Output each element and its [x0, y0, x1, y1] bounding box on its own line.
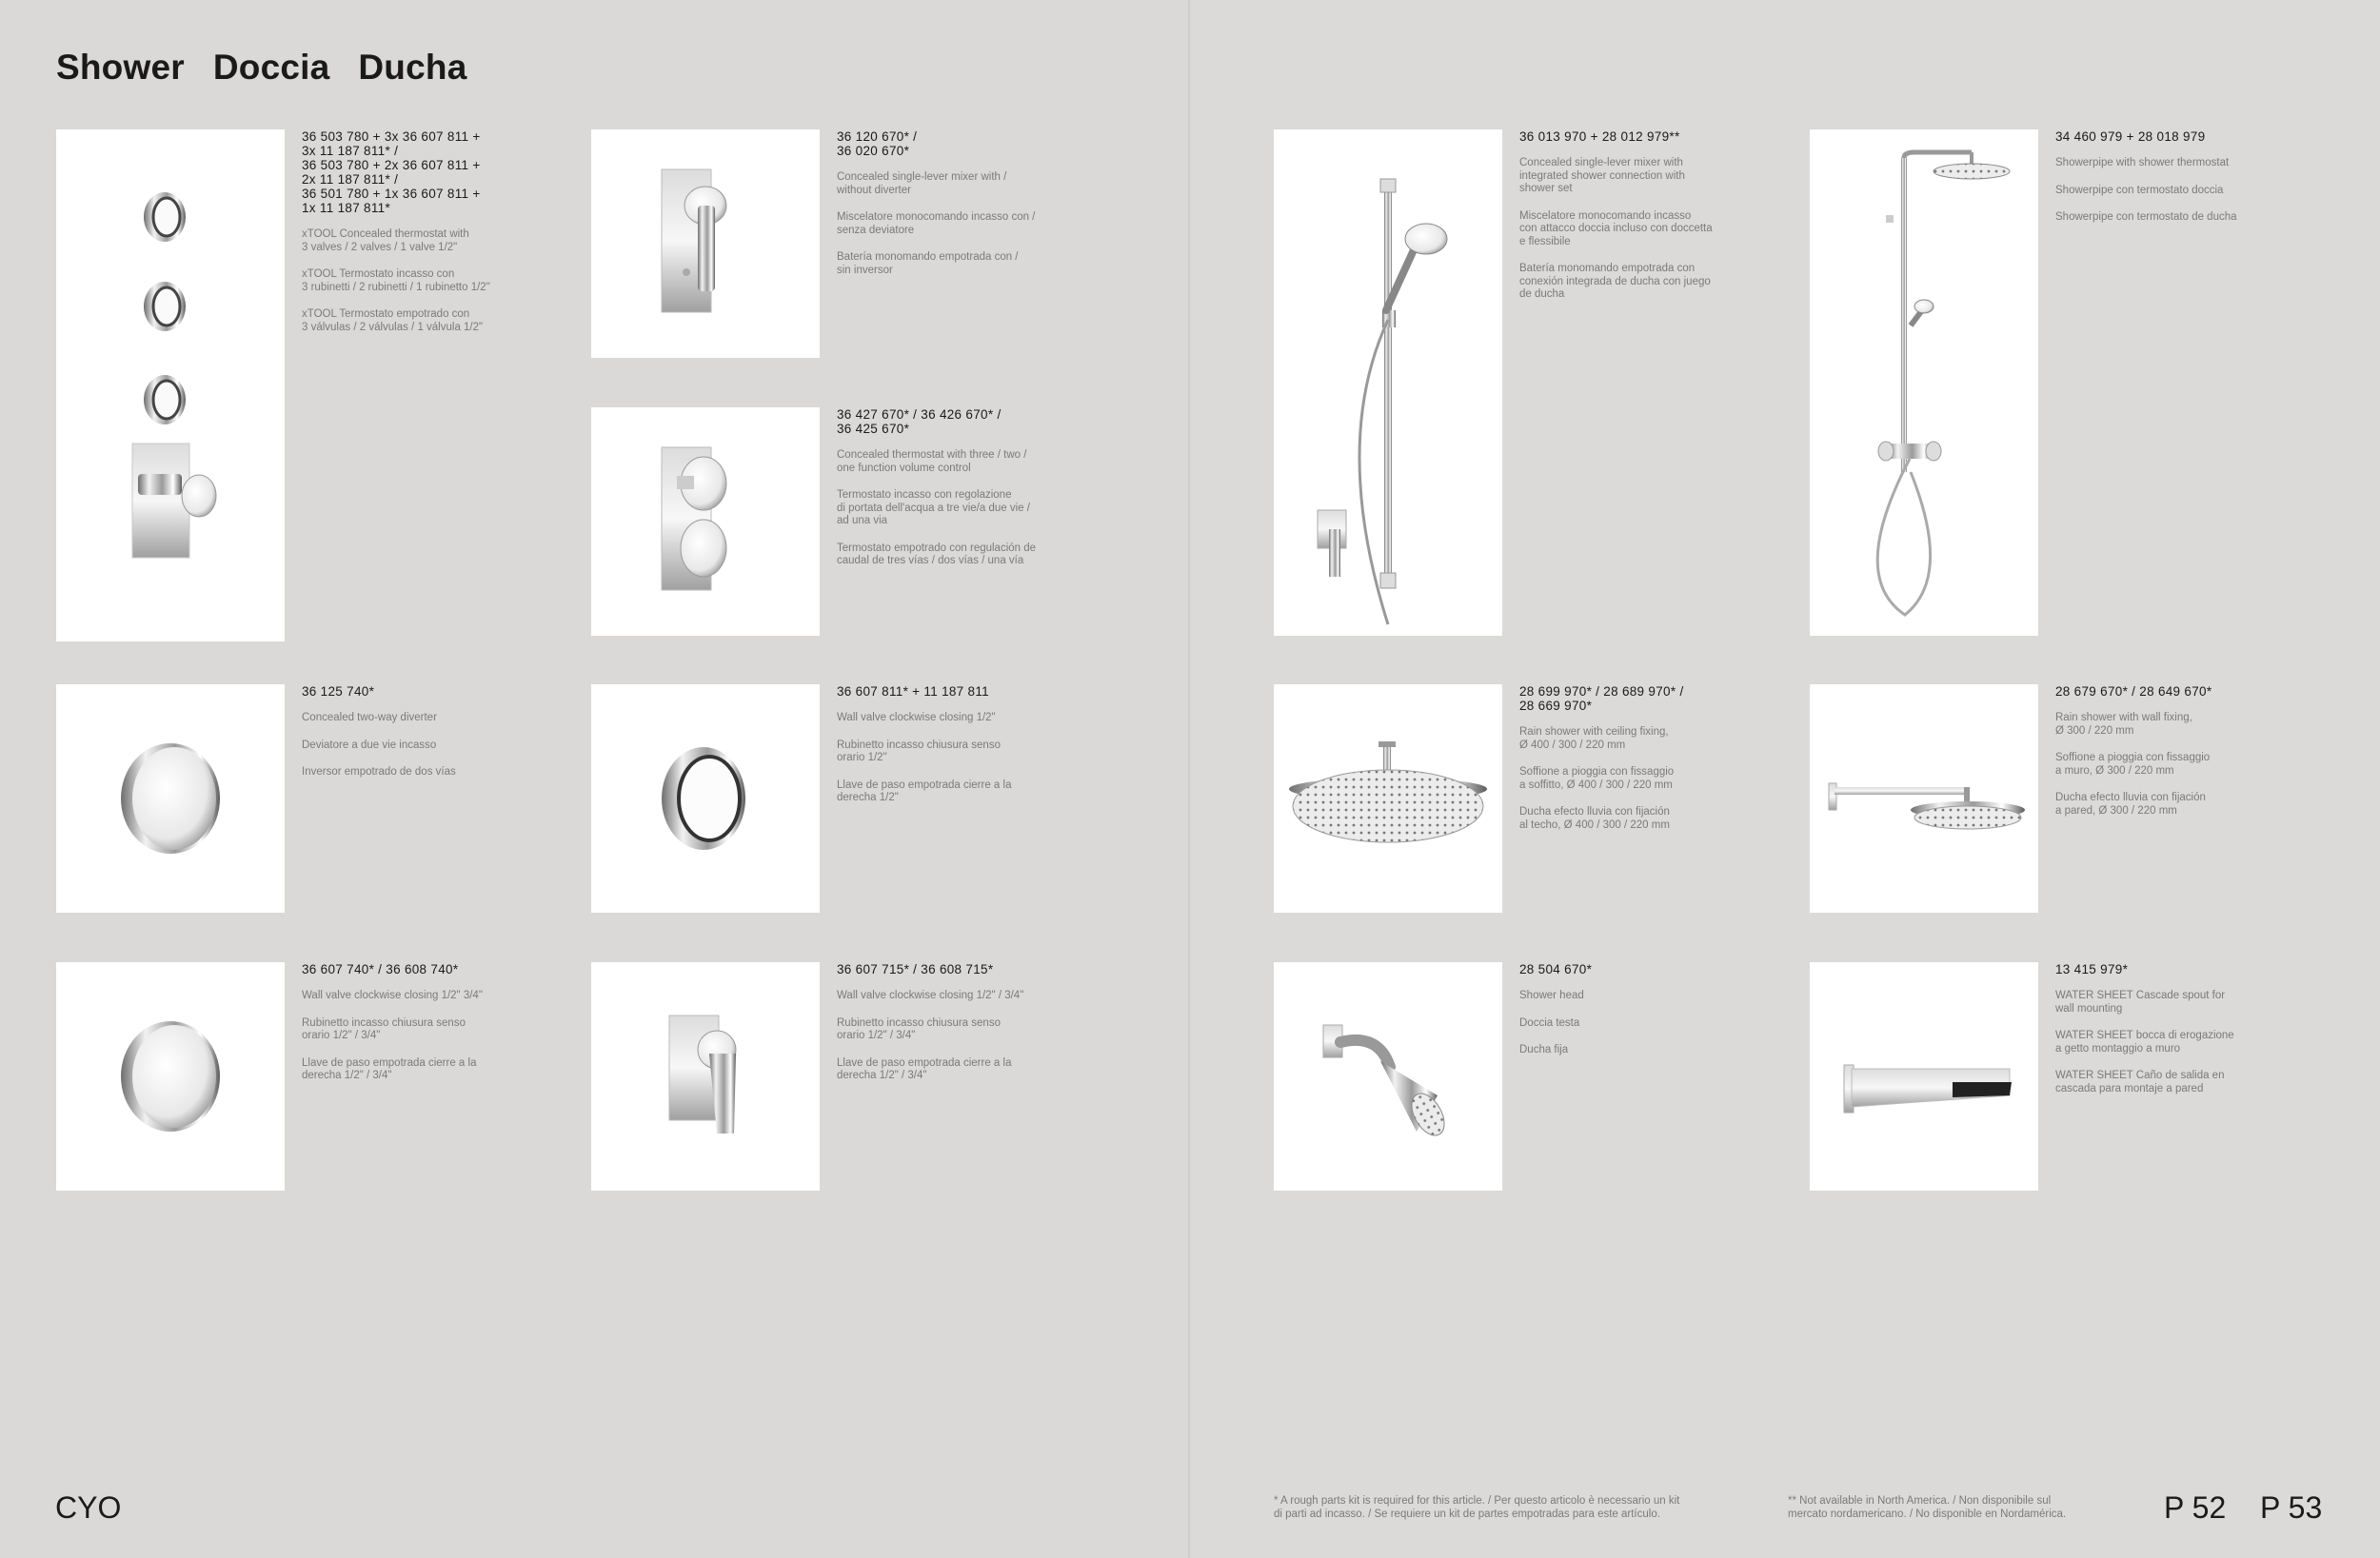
title-spanish: Ducha — [358, 48, 467, 87]
product-desc-it: Termostato incasso con regolazione di portata dell'acqua a tre vie/a due vie / ad una via — [837, 489, 1030, 526]
product-image — [1274, 684, 1502, 913]
product-code: 36 503 780 + 3x 36 607 811 + 3x 11 187 811* / 36 503 780 + 2x 36 607 811 + 2x 11 187 811* / 36 501 780 + 1x 36 607 811 + 1x 11 187 811* — [302, 129, 481, 215]
diverter-illustration — [56, 684, 285, 913]
footnote-rough-parts: * A rough parts kit is required for this article. / Per questo articolo è necessario un kit di parti ad incasso. / Se requiere un kit de partes empotradas para este artículo. — [1274, 1495, 1680, 1520]
product-image — [56, 129, 285, 641]
product-text — [837, 684, 1075, 819]
product-desc-it: Miscelatore monocomando incasso con attacco doccia incluso con doccetta e flessibile — [1519, 209, 1713, 247]
product-code: 36 607 715* / 36 608 715* — [837, 962, 994, 976]
product-image — [591, 407, 820, 636]
volume-thermostat-illustration — [591, 407, 820, 636]
product-desc-es: Showerpipe con termostato de ducha — [2055, 211, 2237, 223]
product-desc-es: Ducha efecto lluvia con fijación a pared, Ø 300 / 220 mm — [2055, 792, 2206, 817]
mixer-illustration — [591, 129, 820, 358]
product-desc-es: Batería monomando empotrada con conexión integrada de ducha con juego de ducha — [1519, 263, 1711, 300]
product-desc-es: Llave de paso empotrada cierre a la derecha 1/2" — [837, 779, 1012, 803]
product-image — [1274, 962, 1502, 1191]
product-desc-en: Concealed single-lever mixer with / without diverter — [837, 171, 1007, 196]
product-code: 36 427 670* / 36 426 670* / 36 425 670* — [837, 407, 1002, 436]
product-desc-en: Concealed single-lever mixer with integrated shower connection with shower set — [1519, 157, 1685, 194]
product-desc-es: Ducha fija — [1519, 1044, 1569, 1055]
wall-rain-shower-illustration — [1810, 684, 2038, 913]
product-desc-it: Miscelatore monocomando incasso con / senza deviatore — [837, 211, 1036, 236]
footnote-north-america: ** Not available in North America. / Non disponibile sul mercato nordamericano. / No disponible en Nordamérica. — [1788, 1495, 2067, 1520]
product-code: 34 460 979 + 28 018 979 — [2055, 129, 2206, 144]
product-image — [591, 962, 820, 1191]
product-desc-en: Concealed thermostat with three / two / one function volume control — [837, 449, 1027, 474]
product-text — [302, 129, 540, 348]
product-desc-it: Rubinetto incasso chiusura senso orario 1/2" — [837, 739, 1001, 763]
product-desc-es: WATER SHEET Caño de salida en cascada para montaje a pared — [2055, 1070, 2225, 1095]
product-code: 36 120 670* / 36 020 670* — [837, 129, 918, 158]
product-code: 28 504 670* — [1519, 962, 1593, 976]
wall-valve-illustration — [591, 684, 820, 913]
product-desc-en: Rain shower with wall fixing, Ø 300 / 220 mm — [2055, 712, 2192, 737]
product-text — [837, 962, 1075, 1097]
product-image — [1810, 684, 2038, 913]
product-desc-it: Soffione a pioggia con fissaggio a muro, Ø 300 / 220 mm — [2055, 752, 2211, 777]
product-image — [56, 962, 285, 1191]
product-image — [591, 684, 820, 913]
product-desc-es: Ducha efecto lluvia con fijación al techo, Ø 400 / 300 / 220 mm — [1519, 806, 1670, 831]
product-desc-it: Deviatore a due vie incasso — [302, 739, 437, 751]
product-desc-es: Termostato empotrado con regulación de caudal de tres vías / dos vías / una vía — [837, 542, 1037, 566]
product-text — [837, 129, 1075, 291]
product-text — [1519, 129, 1757, 316]
round-valve-illustration — [56, 962, 285, 1191]
brand-name: CYO — [55, 1490, 122, 1525]
product-desc-it: Soffione a pioggia con fissaggio a soffitto, Ø 400 / 300 / 220 mm — [1519, 766, 1675, 791]
product-desc-en: Wall valve clockwise closing 1/2" 3/4" — [302, 990, 483, 1001]
product-code: 36 607 740* / 36 608 740* — [302, 962, 459, 976]
product-code: 13 415 979* — [2055, 962, 2129, 976]
product-desc-en: Concealed two-way diverter — [302, 712, 437, 723]
title-english: Shower — [56, 48, 185, 87]
product-desc-it: Showerpipe con termostato doccia — [2055, 184, 2224, 196]
shower-set-illustration — [1274, 129, 1502, 636]
product-code: 28 699 970* / 28 689 970* / 28 669 970* — [1519, 684, 1684, 713]
product-image — [1810, 962, 2038, 1191]
product-desc-it: Doccia testa — [1519, 1016, 1580, 1029]
lever-valve-illustration — [591, 962, 820, 1191]
product-code: 36 607 811* + 11 187 811 — [837, 684, 989, 699]
product-image — [1274, 129, 1502, 636]
title-italian: Doccia — [212, 48, 330, 87]
xtool-thermostat-illustration — [56, 129, 285, 641]
product-text — [302, 962, 540, 1097]
product-text — [2055, 684, 2293, 832]
product-text — [2055, 962, 2293, 1110]
product-desc-es: Llave de paso empotrada cierre a la derecha 1/2" / 3/4" — [302, 1056, 477, 1081]
product-code: 36 125 740* — [302, 684, 375, 699]
showerpipe-illustration — [1810, 129, 2038, 636]
page-title — [56, 48, 495, 88]
product-desc-en: Wall valve clockwise closing 1/2" — [837, 712, 996, 723]
product-desc-es: Inversor empotrado de dos vías — [302, 766, 456, 778]
product-desc-es: Llave de paso empotrada cierre a la derecha 1/2" / 3/4" — [837, 1056, 1012, 1081]
product-text — [302, 684, 540, 794]
page-number-left: P 52 — [2164, 1490, 2227, 1525]
product-image — [1810, 129, 2038, 636]
product-code: 28 679 670* / 28 649 670* — [2055, 684, 2212, 699]
product-desc-en: WATER SHEET Cascade spout for wall mounting — [2055, 990, 2226, 1015]
product-desc-it: Rubinetto incasso chiusura senso orario 1/2" / 3/4" — [302, 1016, 466, 1041]
product-text — [837, 407, 1075, 582]
shower-head-illustration — [1274, 962, 1502, 1191]
ceiling-rain-shower-illustration — [1274, 684, 1502, 913]
product-desc-es: Batería monomando empotrada con / sin inversor — [837, 251, 1019, 276]
product-desc-it: Rubinetto incasso chiusura senso orario 1/2" / 3/4" — [837, 1016, 1001, 1041]
product-desc-es: xTOOL Termostato empotrado con 3 válvulas / 2 válvulas / 1 válvula 1/2" — [302, 308, 484, 333]
product-desc-en: Wall valve clockwise closing 1/2" / 3/4" — [837, 990, 1024, 1001]
product-desc-en: Rain shower with ceiling fixing, Ø 400 / 300 / 220 mm — [1519, 726, 1669, 751]
product-desc-en: xTOOL Concealed thermostat with 3 valves / 2 valves / 1 valve 1/2" — [302, 228, 469, 253]
product-desc-it: WATER SHEET bocca di erogazione a getto montaggio a muro — [2055, 1030, 2234, 1055]
product-desc-en: Showerpipe with shower thermostat — [2055, 157, 2230, 168]
product-desc-it: xTOOL Termostato incasso con 3 rubinetti / 2 rubinetti / 1 rubinetto 1/2" — [302, 268, 490, 293]
product-text — [1519, 684, 1757, 846]
product-desc-en: Shower head — [1519, 990, 1584, 1001]
product-code: 36 013 970 + 28 012 979** — [1519, 129, 1680, 144]
product-image — [591, 129, 820, 358]
cascade-spout-illustration — [1810, 962, 2038, 1191]
product-text — [1519, 962, 1757, 1072]
product-image — [56, 684, 285, 913]
product-text — [2055, 129, 2293, 239]
page-number-right: P 53 — [2260, 1490, 2323, 1525]
